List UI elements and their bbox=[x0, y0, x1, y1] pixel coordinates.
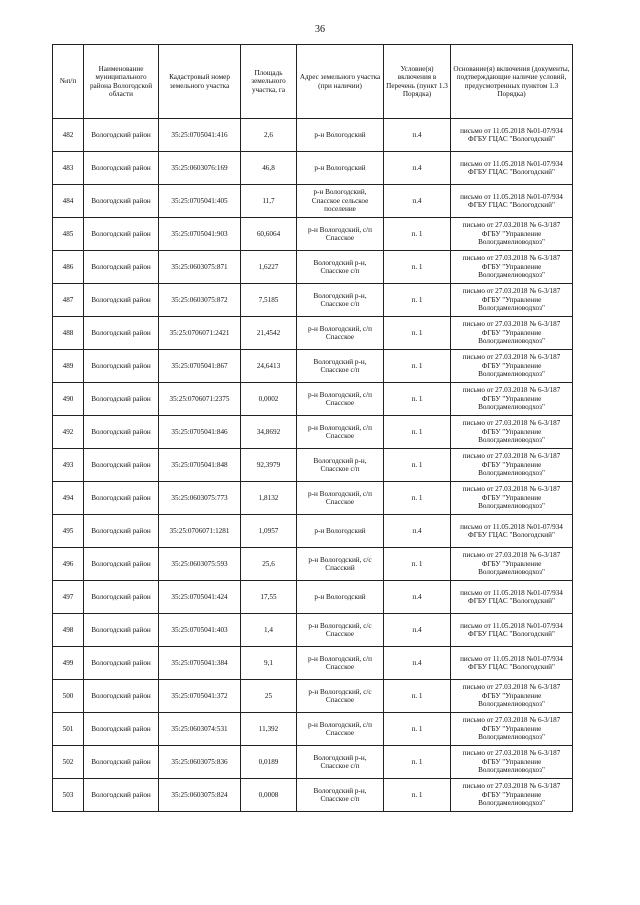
district-cell: Вологодский район bbox=[84, 680, 159, 713]
table-row bbox=[53, 317, 573, 350]
area-cell: 17,55 bbox=[241, 581, 297, 614]
basis-cell: письмо от 27.03.2018 № 6-3/187 ФГБУ "Управление Вологдамелиоводхоз" bbox=[451, 482, 573, 515]
row-number: 503 bbox=[53, 779, 84, 812]
row-number: 483 bbox=[53, 152, 84, 185]
cadastral-number-cell: 35:25:0603074:531 bbox=[159, 713, 241, 746]
address-cell: Вологодский р-н, Спасское с/п bbox=[297, 284, 384, 317]
table-row bbox=[53, 284, 573, 317]
table-row bbox=[53, 383, 573, 416]
address-cell: р-н Вологодский, с/п Спасское bbox=[297, 383, 384, 416]
row-number: 485 bbox=[53, 218, 84, 251]
basis-cell: письмо от 11.05.2018 №01-07/934 ФГБУ ГЦАС "Вологодский" bbox=[451, 185, 573, 218]
address-cell: р-н Вологодский bbox=[297, 119, 384, 152]
basis-cell: письмо от 27.03.2018 № 6-3/187 ФГБУ "Управление Вологдамелиоводхоз" bbox=[451, 317, 573, 350]
cadastral-number-cell: 35:25:0603075:871 bbox=[159, 251, 241, 284]
table-row bbox=[53, 614, 573, 647]
condition-cell: п. 1 bbox=[384, 218, 451, 251]
table-row bbox=[53, 581, 573, 614]
condition-cell: п.4 bbox=[384, 581, 451, 614]
condition-cell: п. 1 bbox=[384, 383, 451, 416]
table-row bbox=[53, 251, 573, 284]
area-cell: 92,3979 bbox=[241, 449, 297, 482]
row-number: 496 bbox=[53, 548, 84, 581]
table-row bbox=[53, 185, 573, 218]
address-cell: р-н Вологодский, с/с Спасское bbox=[297, 614, 384, 647]
district-cell: Вологодский район bbox=[84, 581, 159, 614]
district-cell: Вологодский район bbox=[84, 614, 159, 647]
row-number: 488 bbox=[53, 317, 84, 350]
table-row bbox=[53, 779, 573, 812]
row-number: 487 bbox=[53, 284, 84, 317]
area-cell: 1,0957 bbox=[241, 515, 297, 548]
cadastral-number-cell: 35:25:0705041:867 bbox=[159, 350, 241, 383]
basis-cell: письмо от 27.03.2018 № 6-3/187 ФГБУ "Управление Вологдамелиоводхоз" bbox=[451, 284, 573, 317]
table-row bbox=[53, 416, 573, 449]
address-cell: р-н Вологодский, Спасское сельское поселение bbox=[297, 185, 384, 218]
header-district: Наименование муниципального района Вологодской области bbox=[84, 45, 159, 119]
basis-cell: письмо от 11.05.2018 №01-07/934 ФГБУ ГЦАС "Вологодский" bbox=[451, 119, 573, 152]
row-number: 498 bbox=[53, 614, 84, 647]
district-cell: Вологодский район bbox=[84, 647, 159, 680]
district-cell: Вологодский район bbox=[84, 746, 159, 779]
header-num: №п/п bbox=[53, 45, 84, 119]
area-cell: 1,8132 bbox=[241, 482, 297, 515]
row-number: 494 bbox=[53, 482, 84, 515]
basis-cell: письмо от 11.05.2018 №01-07/934 ФГБУ ГЦАС "Вологодский" bbox=[451, 515, 573, 548]
row-number: 489 bbox=[53, 350, 84, 383]
table-body bbox=[53, 119, 573, 812]
table-row bbox=[53, 119, 573, 152]
basis-cell: письмо от 27.03.2018 № 6-3/187 ФГБУ "Управление Вологдамелиоводхоз" bbox=[451, 383, 573, 416]
row-number: 500 bbox=[53, 680, 84, 713]
condition-cell: п. 1 bbox=[384, 713, 451, 746]
area-cell: 24,6413 bbox=[241, 350, 297, 383]
basis-cell: письмо от 11.05.2018 №01-07/934 ФГБУ ГЦАС "Вологодский" bbox=[451, 581, 573, 614]
basis-cell: письмо от 27.03.2018 № 6-3/187 ФГБУ "Управление Вологдамелиоводхоз" bbox=[451, 218, 573, 251]
address-cell: р-н Вологодский, с/с Спасское bbox=[297, 680, 384, 713]
condition-cell: п. 1 bbox=[384, 416, 451, 449]
row-number: 486 bbox=[53, 251, 84, 284]
condition-cell: п. 1 bbox=[384, 284, 451, 317]
address-cell: р-н Вологодский bbox=[297, 581, 384, 614]
condition-cell: п. 1 bbox=[384, 251, 451, 284]
header-address: Адрес земельного участка (при наличии) bbox=[297, 45, 384, 119]
district-cell: Вологодский район bbox=[84, 548, 159, 581]
district-cell: Вологодский район bbox=[84, 515, 159, 548]
cadastral-number-cell: 35:25:0603075:824 bbox=[159, 779, 241, 812]
cadastral-number-cell: 35:25:0705041:372 bbox=[159, 680, 241, 713]
condition-cell: п. 1 bbox=[384, 548, 451, 581]
area-cell: 11,392 bbox=[241, 713, 297, 746]
row-number: 492 bbox=[53, 416, 84, 449]
basis-cell: письмо от 27.03.2018 № 6-3/187 ФГБУ "Управление Вологдамелиоводхоз" bbox=[451, 680, 573, 713]
row-number: 495 bbox=[53, 515, 84, 548]
address-cell: р-н Вологодский, с/п Спасское bbox=[297, 317, 384, 350]
row-number: 493 bbox=[53, 449, 84, 482]
cadastral-number-cell: 35:25:0603075:836 bbox=[159, 746, 241, 779]
table-row bbox=[53, 680, 573, 713]
cadastral-number-cell: 35:25:0705041:416 bbox=[159, 119, 241, 152]
condition-cell: п. 1 bbox=[384, 449, 451, 482]
table-row bbox=[53, 548, 573, 581]
district-cell: Вологодский район bbox=[84, 317, 159, 350]
condition-cell: п.4 bbox=[384, 515, 451, 548]
district-cell: Вологодский район bbox=[84, 119, 159, 152]
condition-cell: п. 1 bbox=[384, 350, 451, 383]
table-header bbox=[53, 45, 573, 119]
cadastral-number-cell: 35:25:0706071:2375 bbox=[159, 383, 241, 416]
district-cell: Вологодский район bbox=[84, 185, 159, 218]
cadastral-number-cell: 35:25:0603075:872 bbox=[159, 284, 241, 317]
table-row bbox=[53, 647, 573, 680]
basis-cell: письмо от 11.05.2018 №01-07/934 ФГБУ ГЦАС "Вологодский" bbox=[451, 614, 573, 647]
header-row bbox=[53, 45, 573, 119]
area-cell: 25,6 bbox=[241, 548, 297, 581]
address-cell: р-н Вологодский, с/п Спасское bbox=[297, 713, 384, 746]
address-cell: Вологодский р-н, Спасское с/п bbox=[297, 779, 384, 812]
area-cell: 11,7 bbox=[241, 185, 297, 218]
cadastral-number-cell: 35:25:0603075:593 bbox=[159, 548, 241, 581]
district-cell: Вологодский район bbox=[84, 383, 159, 416]
address-cell: Вологодский р-н, Спасское с/п bbox=[297, 350, 384, 383]
basis-cell: письмо от 27.03.2018 № 6-3/187 ФГБУ "Управление Вологдамелиоводхоз" bbox=[451, 416, 573, 449]
basis-cell: письмо от 11.05.2018 №01-07/934 ФГБУ ГЦАС "Вологодский" bbox=[451, 152, 573, 185]
address-cell: р-н Вологодский, с/с Спасский bbox=[297, 548, 384, 581]
area-cell: 21,4542 bbox=[241, 317, 297, 350]
table-row bbox=[53, 152, 573, 185]
district-cell: Вологодский район bbox=[84, 449, 159, 482]
condition-cell: п.4 bbox=[384, 119, 451, 152]
condition-cell: п.4 bbox=[384, 647, 451, 680]
row-number: 497 bbox=[53, 581, 84, 614]
area-cell: 25 bbox=[241, 680, 297, 713]
row-number: 490 bbox=[53, 383, 84, 416]
district-cell: Вологодский район bbox=[84, 779, 159, 812]
district-cell: Вологодский район bbox=[84, 482, 159, 515]
condition-cell: п.4 bbox=[384, 614, 451, 647]
area-cell: 2,6 bbox=[241, 119, 297, 152]
header-cadastral: Кадастровый номер земельного участка bbox=[159, 45, 241, 119]
basis-cell: письмо от 27.03.2018 № 6-3/187 ФГБУ "Управление Вологдамелиоводхоз" bbox=[451, 251, 573, 284]
basis-cell: письмо от 27.03.2018 № 6-3/187 ФГБУ "Управление Вологдамелиоводхоз" bbox=[451, 548, 573, 581]
cadastral-number-cell: 35:25:0705041:848 bbox=[159, 449, 241, 482]
basis-cell: письмо от 27.03.2018 № 6-3/187 ФГБУ "Управление Вологдамелиоводхоз" bbox=[451, 746, 573, 779]
cadastral-number-cell: 35:25:0706071:1281 bbox=[159, 515, 241, 548]
basis-cell: письмо от 27.03.2018 № 6-3/187 ФГБУ "Управление Вологдамелиоводхоз" bbox=[451, 350, 573, 383]
cadastral-number-cell: 35:25:0705041:846 bbox=[159, 416, 241, 449]
header-condition: Условие(я) включения в Перечень (пункт 1.3 Порядка) bbox=[384, 45, 451, 119]
table-row bbox=[53, 218, 573, 251]
table-row bbox=[53, 449, 573, 482]
address-cell: р-н Вологодский, с/п Спасское bbox=[297, 416, 384, 449]
table-row bbox=[53, 515, 573, 548]
row-number: 482 bbox=[53, 119, 84, 152]
area-cell: 0,0008 bbox=[241, 779, 297, 812]
area-cell: 9,1 bbox=[241, 647, 297, 680]
area-cell: 60,6064 bbox=[241, 218, 297, 251]
row-number: 499 bbox=[53, 647, 84, 680]
area-cell: 34,8692 bbox=[241, 416, 297, 449]
address-cell: р-н Вологодский bbox=[297, 515, 384, 548]
area-cell: 1,4 bbox=[241, 614, 297, 647]
address-cell: Вологодский р-н, Спасское с/п bbox=[297, 251, 384, 284]
cadastral-number-cell: 35:25:0705041:424 bbox=[159, 581, 241, 614]
table-row bbox=[53, 482, 573, 515]
district-cell: Вологодский район bbox=[84, 218, 159, 251]
page-number: 36 bbox=[315, 24, 325, 35]
cadastral-number-cell: 35:25:0705041:405 bbox=[159, 185, 241, 218]
address-cell: р-н Вологодский bbox=[297, 152, 384, 185]
row-number: 484 bbox=[53, 185, 84, 218]
table-row bbox=[53, 350, 573, 383]
condition-cell: п. 1 bbox=[384, 779, 451, 812]
district-cell: Вологодский район bbox=[84, 251, 159, 284]
header-basis: Основание(я) включения (документы, подтверждающие наличие условий, предусмотренных пунктом 1.3 Порядка) bbox=[451, 45, 573, 119]
district-cell: Вологодский район bbox=[84, 713, 159, 746]
area-cell: 0,0189 bbox=[241, 746, 297, 779]
cadastral-number-cell: 35:25:0706071:2421 bbox=[159, 317, 241, 350]
cadastral-number-cell: 35:25:0603076:169 bbox=[159, 152, 241, 185]
district-cell: Вологодский район bbox=[84, 416, 159, 449]
row-number: 501 bbox=[53, 713, 84, 746]
basis-cell: письмо от 27.03.2018 № 6-3/187 ФГБУ "Управление Вологдамелиоводхоз" bbox=[451, 779, 573, 812]
table-row bbox=[53, 746, 573, 779]
row-number: 502 bbox=[53, 746, 84, 779]
address-cell: Вологодский р-н, Спасское с/п bbox=[297, 746, 384, 779]
header-area: Площадь земельного участка, га bbox=[241, 45, 297, 119]
basis-cell: письмо от 27.03.2018 № 6-3/187 ФГБУ "Управление Вологдамелиоводхоз" bbox=[451, 713, 573, 746]
cadastral-number-cell: 35:25:0705041:903 bbox=[159, 218, 241, 251]
land-plots-table bbox=[52, 44, 573, 812]
condition-cell: п.4 bbox=[384, 152, 451, 185]
district-cell: Вологодский район bbox=[84, 152, 159, 185]
cadastral-number-cell: 35:25:0705041:403 bbox=[159, 614, 241, 647]
address-cell: р-н Вологодский, с/п Спасское bbox=[297, 218, 384, 251]
address-cell: р-н Вологодский, с/п Спасское bbox=[297, 647, 384, 680]
table-row bbox=[53, 713, 573, 746]
condition-cell: п. 1 bbox=[384, 680, 451, 713]
cadastral-number-cell: 35:25:0603075:773 bbox=[159, 482, 241, 515]
condition-cell: п. 1 bbox=[384, 482, 451, 515]
area-cell: 46,8 bbox=[241, 152, 297, 185]
cadastral-number-cell: 35:25:0705041:384 bbox=[159, 647, 241, 680]
basis-cell: письмо от 11.05.2018 №01-07/934 ФГБУ ГЦАС "Вологодский" bbox=[451, 647, 573, 680]
area-cell: 1,6227 bbox=[241, 251, 297, 284]
condition-cell: п. 1 bbox=[384, 317, 451, 350]
basis-cell: письмо от 27.03.2018 № 6-3/187 ФГБУ "Управление Вологдамелиоводхоз" bbox=[451, 449, 573, 482]
area-cell: 7,5185 bbox=[241, 284, 297, 317]
area-cell: 0,0002 bbox=[241, 383, 297, 416]
condition-cell: п. 1 bbox=[384, 746, 451, 779]
condition-cell: п.4 bbox=[384, 185, 451, 218]
district-cell: Вологодский район bbox=[84, 284, 159, 317]
address-cell: р-н Вологодский, с/п Спасское bbox=[297, 482, 384, 515]
district-cell: Вологодский район bbox=[84, 350, 159, 383]
address-cell: Вологодский р-н, Спасское с/п bbox=[297, 449, 384, 482]
